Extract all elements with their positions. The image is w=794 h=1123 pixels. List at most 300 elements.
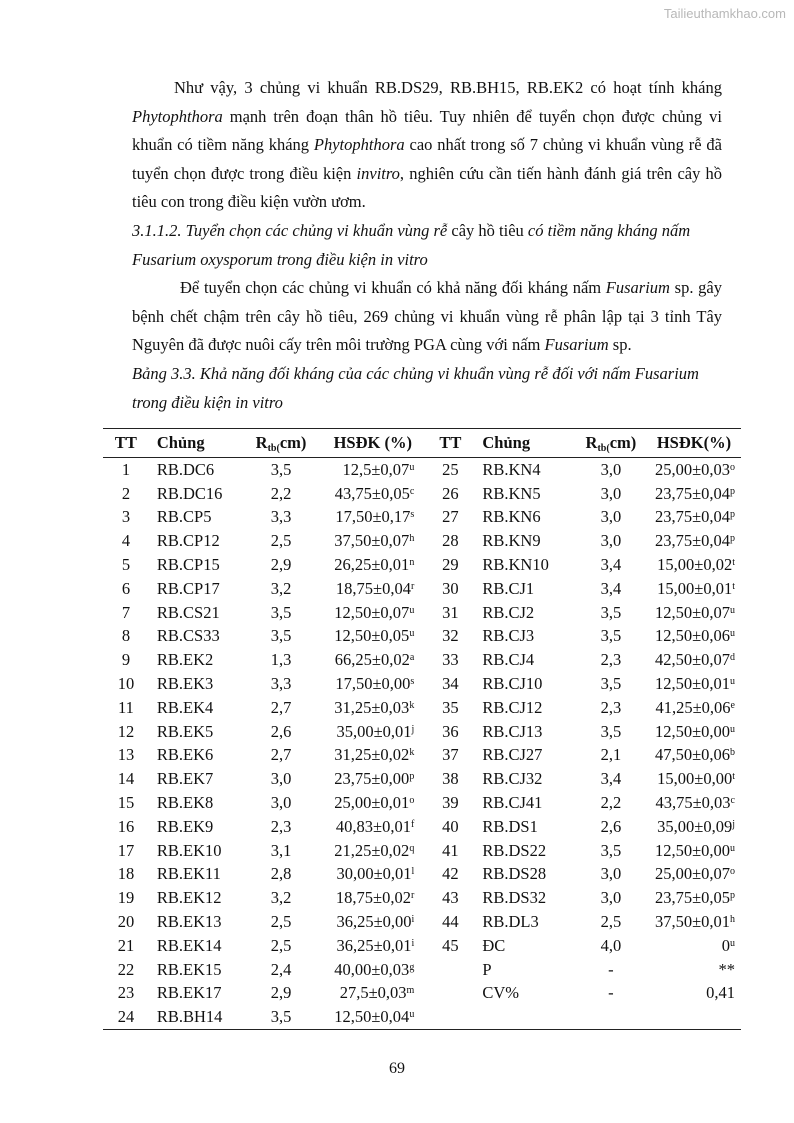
significance-letter: b (730, 747, 735, 759)
header-tt: TT (103, 429, 149, 458)
hsdk-value: ** (718, 959, 735, 979)
table-row (103, 458, 741, 482)
significance-letter: d (730, 652, 735, 664)
cell-hsdk (319, 577, 426, 601)
cell-tt: 22 (117, 959, 135, 979)
significance-letter: c (409, 485, 415, 497)
cell-strain: RB.CP5 (156, 507, 212, 527)
cell-hsdk (647, 482, 741, 506)
cell-hsdk (319, 482, 426, 506)
cell-strain: RB.DC16 (156, 483, 223, 503)
cell-tt: 43 (442, 888, 459, 908)
cell-hsdk (319, 1005, 426, 1029)
table-row (103, 1005, 741, 1029)
significance-letter: s (410, 509, 415, 521)
cell-radius: 3,0 (600, 459, 622, 479)
significance-letter: k (409, 699, 415, 711)
cell-strain: RB.EK9 (156, 816, 214, 836)
hsdk-value: 18,75±0,04 (335, 578, 411, 598)
cell-strain: RB.CJ2 (482, 602, 535, 622)
cell-strain (474, 1005, 574, 1029)
significance-letter: u (730, 842, 735, 854)
hsdk-value: 17,50±0,17 (335, 507, 411, 527)
cell-hsdk (319, 720, 426, 744)
hsdk-value: 37,50±0,01 (654, 912, 730, 932)
significance-letter: f (410, 818, 415, 830)
cell-hsdk (647, 815, 741, 839)
table-row (103, 958, 741, 982)
cell-tt: 45 (442, 935, 459, 955)
page-number: 69 (389, 1060, 405, 1077)
table-row (103, 577, 741, 601)
significance-letter: u (409, 1009, 415, 1021)
paragraph-2 (132, 274, 722, 360)
cell-strain: RB.CJ4 (482, 650, 535, 670)
significance-letter: k (409, 747, 415, 759)
cell-strain: RB.BH14 (149, 1005, 243, 1029)
hsdk-value: 42,50±0,07 (654, 650, 730, 670)
hsdk-value: 36,25±0,00 (336, 912, 412, 932)
cell-hsdk (647, 886, 741, 910)
cell-tt: 2 (121, 483, 131, 503)
italic-term: invitro (356, 163, 400, 183)
cell-radius: 3,4 (600, 578, 622, 598)
hsdk-value: 0,41 (706, 983, 735, 1003)
hsdk-value: 40,83±0,01 (335, 816, 411, 836)
cell-strain: RB.CJ32 (482, 769, 543, 789)
cell-strain: P (482, 959, 492, 979)
significance-letter: o (409, 795, 415, 807)
heading-text: có tiềm năng kháng nấm Fusarium oxysporum trong điều kiện in vitro (132, 220, 691, 269)
cell-hsdk (319, 696, 426, 720)
hsdk-value: 25,00±0,03 (654, 459, 730, 479)
hsdk-value: 40,00±0,03 (334, 959, 410, 979)
cell-radius: 3,5 (600, 721, 622, 741)
cell-strain: RB.EK17 (156, 983, 222, 1003)
cell-radius: 3,1 (270, 840, 292, 860)
cell-tt (426, 958, 474, 982)
hsdk-value: 30,00±0,01 (336, 864, 412, 884)
significance-letter: c (730, 795, 735, 807)
significance-letter: p (730, 509, 735, 521)
cell-strain: RB.EK15 (156, 959, 222, 979)
significance-letter: u (730, 723, 735, 735)
section-heading (132, 217, 722, 274)
table-row (103, 601, 741, 625)
cell-radius: 2,5 (270, 912, 292, 932)
cell-strain: RB.EK7 (156, 769, 214, 789)
cell-strain: RB.KN5 (482, 483, 541, 503)
cell-radius: 3,5 (243, 1005, 319, 1029)
hsdk-value: 18,75±0,02 (335, 888, 411, 908)
cell-strain: RB.CJ13 (482, 721, 543, 741)
hsdk-value: 21,25±0,02 (334, 840, 410, 860)
italic-term: Phytophthora (313, 135, 405, 155)
cell-tt: 12 (117, 721, 135, 741)
cell-hsdk (647, 601, 741, 625)
significance-letter: e (730, 699, 735, 711)
cell-radius: 2,6 (600, 816, 622, 836)
cell-tt: 44 (442, 912, 459, 932)
significance-letter: u (409, 628, 415, 640)
cell-radius: 3,0 (270, 793, 292, 813)
cell-radius: 3,0 (600, 888, 622, 908)
cell-hsdk (319, 601, 426, 625)
cell-hsdk (319, 886, 426, 910)
hsdk-value: 15,00±0,00 (657, 769, 733, 789)
cell-hsdk (647, 934, 741, 958)
cell-strain: RB.EK13 (156, 912, 222, 932)
table-row (103, 506, 741, 530)
cell-radius: 3,0 (600, 531, 622, 551)
table-row (103, 696, 741, 720)
significance-letter: o (730, 461, 735, 473)
cell-radius: 2,7 (270, 697, 292, 717)
paragraph-text: mạnh trên đoạn thân hồ tiêu. Tuy nhiên để tuyển chọn được chủng vi khuẩn có tiềm năng kháng (132, 106, 722, 155)
cell-hsdk (319, 767, 426, 791)
heading-text-upright: cây hồ tiêu (451, 220, 524, 240)
cell-radius: 2,3 (600, 697, 622, 717)
hsdk-value: 31,25±0,03 (334, 697, 410, 717)
cell-tt: 24 (103, 1005, 149, 1029)
hsdk-value: 27,5±0,03 (339, 983, 407, 1003)
header-strain: Chủng (149, 429, 243, 458)
hsdk-value: 23,75±0,00 (334, 769, 410, 789)
hsdk-value: 43,75±0,03 (655, 793, 731, 813)
cell-strain: RB.EK3 (156, 674, 214, 694)
table-row (103, 744, 741, 768)
cell-hsdk (319, 791, 426, 815)
table-header-row (103, 429, 741, 458)
cell-hsdk (647, 577, 741, 601)
paragraph-text: , nghiên cứu cần tiến hành đánh giá trên cây hồ tiêu con trong điều kiện vườn ươm. (132, 163, 722, 212)
table-row (103, 482, 741, 506)
hsdk-value: 23,75±0,04 (654, 531, 730, 551)
header-strain-2: Chủng (474, 429, 574, 458)
table-row (103, 839, 741, 863)
hsdk-value: 12,50±0,00 (654, 721, 730, 741)
table-row (103, 910, 741, 934)
hsdk-value: 12,5±0,07 (342, 459, 410, 479)
cell-radius: 3,0 (270, 769, 292, 789)
cell-strain: RB.EK6 (156, 745, 214, 765)
cell-strain: RB.KN9 (482, 531, 541, 551)
cell-strain: RB.EK12 (156, 888, 222, 908)
cell-tt: 4 (121, 531, 131, 551)
significance-letter: l (411, 866, 415, 878)
significance-letter: g (409, 961, 415, 973)
cell-hsdk (319, 458, 426, 482)
cell-tt: 38 (442, 769, 459, 789)
cell-hsdk (319, 672, 426, 696)
table-row (103, 886, 741, 910)
cell-strain: RB.CP15 (156, 555, 220, 575)
cell-tt: 25 (442, 459, 459, 479)
hsdk-value: 31,25±0,02 (334, 745, 410, 765)
cell-tt: 3 (121, 507, 131, 527)
cell-strain: RB.CP17 (156, 578, 220, 598)
table-row (103, 529, 741, 553)
cell-tt: 18 (117, 864, 135, 884)
cell-tt: 13 (117, 745, 135, 765)
paragraph-1 (132, 74, 722, 217)
significance-letter: t (732, 557, 735, 569)
paragraph-text: sp. (608, 335, 632, 355)
significance-letter: u (409, 461, 415, 473)
cell-tt: 29 (442, 555, 459, 575)
cell-radius: 2,2 (270, 483, 292, 503)
hsdk-value: 23,75±0,05 (654, 888, 730, 908)
cell-tt: 5 (121, 555, 131, 575)
significance-letter: r (410, 580, 415, 592)
paragraph-text: Để tuyển chọn các chủng vi khuẩn có khả năng đối kháng nấm (180, 278, 606, 298)
cell-strain: RB.CJ10 (482, 674, 543, 694)
cell-strain: ĐC (482, 935, 506, 955)
cell-tt: 28 (442, 531, 459, 551)
cell-strain: CV% (482, 983, 520, 1003)
hsdk-value: 15,00±0,02 (657, 555, 733, 575)
cell-radius: 3,4 (600, 555, 622, 575)
cell-radius: - (608, 983, 614, 1003)
hsdk-value: 43,75±0,05 (334, 483, 410, 503)
cell-hsdk (647, 529, 741, 553)
cell-tt: 14 (117, 769, 135, 789)
cell-radius: 2,5 (270, 935, 292, 955)
significance-letter: p (730, 485, 735, 497)
significance-letter: j (411, 723, 415, 735)
cell-radius: 2,2 (600, 793, 622, 813)
cell-hsdk (647, 553, 741, 577)
italic-term: Fusarium (605, 278, 670, 298)
cell-tt: 8 (121, 626, 131, 646)
cell-strain: RB.EK5 (156, 721, 214, 741)
cell-hsdk (319, 863, 426, 887)
cell-tt: 17 (117, 840, 135, 860)
hsdk-value: 23,75±0,04 (654, 483, 730, 503)
cell-radius: 3,5 (600, 602, 622, 622)
cell-radius: 3,4 (600, 769, 622, 789)
hsdk-value: 25,00±0,01 (334, 793, 410, 813)
cell-hsdk (319, 982, 426, 1006)
cell-radius: 1,3 (270, 650, 292, 670)
cell-hsdk (647, 672, 741, 696)
table-body (103, 458, 741, 1030)
cell-radius: 3,3 (270, 674, 292, 694)
significance-letter: t (732, 771, 735, 783)
hsdk-value: 12,50±0,00 (654, 840, 730, 860)
significance-letter: a (409, 652, 415, 664)
cell-strain: RB.EK2 (156, 650, 214, 670)
table-row (103, 791, 741, 815)
cell-strain: RB.KN10 (482, 555, 549, 575)
cell-hsdk (647, 863, 741, 887)
cell-tt: 39 (442, 793, 459, 813)
cell-strain: RB.EK4 (156, 697, 214, 717)
cell-tt: 20 (117, 912, 135, 932)
cell-hsdk (319, 648, 426, 672)
cell-radius: 2,9 (270, 983, 292, 1003)
paragraph-text: Như vậy, 3 chủng vi khuẩn RB.DS29, RB.BH15, RB.EK2 có hoạt tính kháng (174, 78, 722, 97)
cell-tt: 6 (121, 578, 131, 598)
cell-tt: 31 (442, 602, 459, 622)
table-row (103, 815, 741, 839)
cell-strain: RB.CJ12 (482, 697, 543, 717)
cell-hsdk (647, 625, 741, 649)
significance-letter: u (730, 604, 735, 616)
cell-radius: - (608, 959, 614, 979)
header-radius: $R_{tb(}cm$) (243, 429, 319, 458)
table-row (103, 863, 741, 887)
hsdk-value: 12,50±0,01 (654, 674, 730, 694)
cell-tt: 30 (442, 578, 459, 598)
cell-hsdk (647, 648, 741, 672)
cell-radius: 3,5 (600, 840, 622, 860)
cell-tt: 32 (442, 626, 459, 646)
header-hsdk-2: HSĐK(%) (647, 429, 741, 458)
cell-hsdk (647, 506, 741, 530)
cell-hsdk (647, 458, 741, 482)
cell-strain: RB.EK10 (156, 840, 222, 860)
significance-letter: u (730, 676, 735, 688)
cell-tt: 23 (117, 983, 135, 1003)
cell-hsdk (319, 529, 426, 553)
cell-hsdk (319, 958, 426, 982)
cell-hsdk (319, 506, 426, 530)
header-tt-2: TT (426, 429, 474, 458)
cell-tt: 15 (117, 793, 135, 813)
heading-text: 3.1.1.2. Tuyển chọn các chủng vi khuẩn vùng rễ (132, 220, 452, 240)
significance-letter: s (410, 676, 415, 688)
cell-strain: RB.KN4 (482, 459, 541, 479)
header-hsdk: HSĐK (%) (319, 429, 426, 458)
table-row (103, 720, 741, 744)
cell-hsdk (319, 744, 426, 768)
cell-strain: RB.DL3 (482, 912, 539, 932)
cell-radius: 3,5 (270, 626, 292, 646)
italic-term: Fusarium (544, 335, 609, 355)
hsdk-value: 41,25±0,06 (655, 697, 731, 717)
cell-hsdk (647, 839, 741, 863)
cell-strain: RB.CS33 (156, 626, 220, 646)
cell-strain: RB.CP12 (156, 531, 220, 551)
hsdk-value: 15,00±0,01 (657, 578, 733, 598)
paragraph-text: cao nhất trong số 7 chủng vi khuẩn vùng rễ đã tuyển chọn được trong điều kiện (132, 135, 722, 183)
cell-hsdk (319, 625, 426, 649)
cell-radius: 3,5 (600, 626, 622, 646)
cell-tt: 37 (442, 745, 459, 765)
cell-tt: 10 (117, 674, 135, 694)
cell-strain: RB.EK8 (156, 793, 214, 813)
table-caption: Bảng 3.3. Khả năng đối kháng của các chủng vi khuẩn vùng rễ đối với nấm Fusarium trong điều kiện in vitro (132, 363, 699, 412)
table-row (103, 672, 741, 696)
cell-radius (575, 1005, 647, 1029)
cell-radius: 3,0 (600, 483, 622, 503)
hsdk-value: 35,00±0,09 (657, 816, 733, 836)
cell-strain: RB.CJ1 (482, 578, 535, 598)
cell-hsdk (647, 982, 741, 1006)
cell-radius: 3,2 (270, 888, 292, 908)
cell-radius: 3,3 (270, 507, 292, 527)
cell-radius: 2,5 (270, 531, 292, 551)
cell-strain: RB.DS32 (482, 888, 547, 908)
significance-letter: u (730, 628, 735, 640)
significance-letter: u (409, 604, 415, 616)
cell-tt: 34 (442, 674, 459, 694)
cell-tt: 40 (442, 816, 459, 836)
hsdk-value: 0 (721, 935, 730, 955)
hsdk-value: 12,50±0,05 (334, 626, 410, 646)
cell-tt: 21 (117, 935, 135, 955)
cell-hsdk (647, 696, 741, 720)
cell-radius: 2,3 (270, 816, 292, 836)
paragraph-text: sp. gây bệnh chết chậm trên cây hồ tiêu, 269 chủng vi khuẩn vùng rễ phân lập tại 3 tỉnh Tây Nguyên đã được nuôi cấy trên môi trường PGA cùng với nấm (132, 278, 722, 355)
cell-tt (426, 982, 474, 1006)
cell-hsdk (319, 839, 426, 863)
cell-tt: 41 (442, 840, 459, 860)
cell-tt: 11 (117, 697, 134, 717)
significance-letter: j (732, 818, 735, 830)
hsdk-value: 12,50±0,04 (334, 1007, 410, 1027)
cell-radius: 2,9 (270, 555, 292, 575)
hsdk-value: 17,50±0,00 (335, 674, 411, 694)
hsdk-value: 23,75±0,04 (654, 507, 730, 527)
cell-tt: 42 (442, 864, 459, 884)
cell-radius: 2,7 (270, 745, 292, 765)
cell-strain: RB.CS21 (156, 602, 220, 622)
cell-tt: 16 (117, 816, 135, 836)
table-row (103, 553, 741, 577)
significance-letter: p (409, 771, 415, 783)
significance-letter: m (406, 985, 415, 997)
cell-hsdk (647, 720, 741, 744)
cell-radius: 2,1 (600, 745, 622, 765)
significance-letter: n (409, 557, 415, 569)
cell-radius: 2,4 (270, 959, 292, 979)
table-row (103, 625, 741, 649)
cell-tt: 33 (442, 650, 459, 670)
hsdk-value: 37,50±0,07 (334, 531, 410, 551)
table-row (103, 934, 741, 958)
cell-strain: RB.CJ3 (482, 626, 535, 646)
cell-hsdk (319, 553, 426, 577)
cell-strain: RB.DS28 (482, 864, 547, 884)
cell-strain: RB.DC6 (156, 459, 215, 479)
cell-radius: 3,5 (270, 602, 292, 622)
cell-tt: 27 (442, 507, 459, 527)
cell-strain: RB.KN6 (482, 507, 541, 527)
antagonism-table (103, 428, 741, 1030)
cell-radius: 2,8 (270, 864, 292, 884)
cell-radius: 2,3 (600, 650, 622, 670)
cell-radius: 3,0 (600, 864, 622, 884)
cell-tt: 35 (442, 697, 459, 717)
cell-radius: 4,0 (600, 935, 622, 955)
cell-hsdk (319, 910, 426, 934)
table-row (103, 767, 741, 791)
italic-term: Phytophthora (132, 106, 223, 126)
hsdk-value: 26,25±0,01 (334, 555, 410, 575)
hsdk-value: 36,25±0,01 (336, 935, 412, 955)
cell-hsdk (319, 815, 426, 839)
hsdk-value: 66,25±0,02 (334, 650, 410, 670)
significance-letter: h (730, 914, 735, 926)
cell-strain: RB.CJ27 (482, 745, 543, 765)
table-row (103, 648, 741, 672)
cell-radius: 2,6 (270, 721, 292, 741)
cell-tt: 1 (121, 459, 131, 479)
hsdk-value: 25,00±0,07 (654, 864, 730, 884)
cell-hsdk (647, 744, 741, 768)
